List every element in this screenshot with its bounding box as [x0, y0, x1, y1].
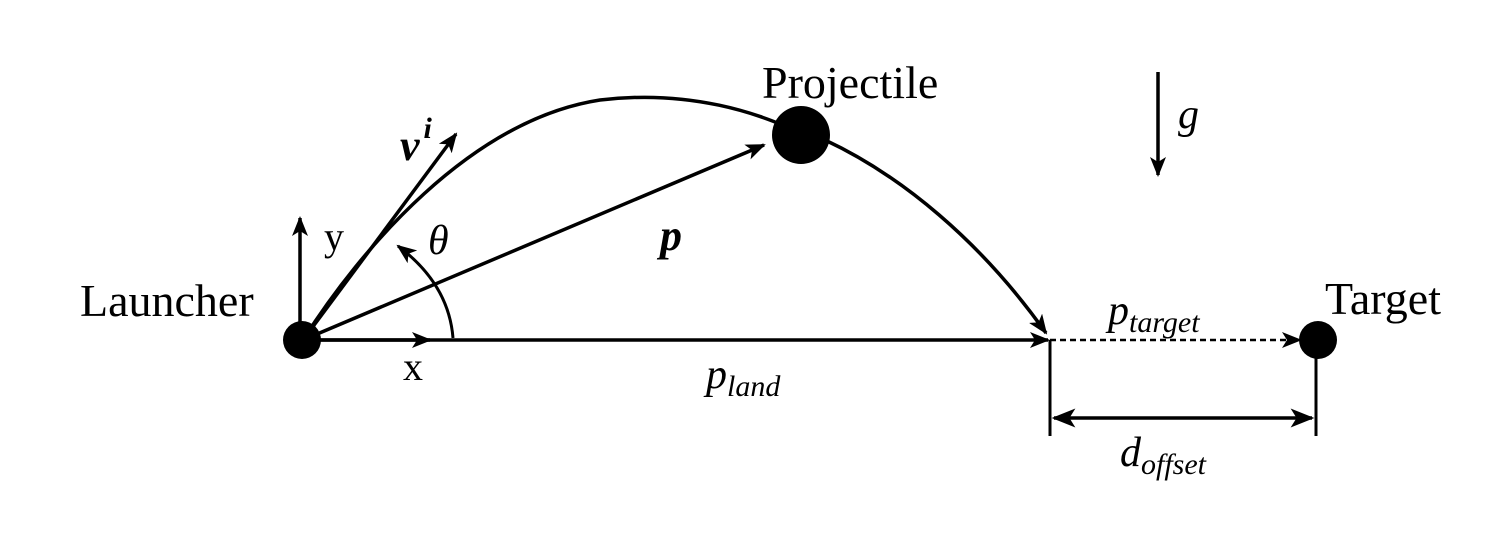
d-offset-label-base: d: [1120, 430, 1141, 476]
p-target-label: [1105, 288, 1200, 339]
trajectory-descent: [825, 140, 1046, 333]
velocity-label-base: v: [400, 121, 420, 170]
p-target-label-sub: target: [1129, 306, 1200, 339]
target-label: Target: [1325, 273, 1441, 324]
position-vector: [303, 145, 764, 340]
trajectory-arc: [303, 97, 790, 340]
p-land-label-base: p: [706, 352, 727, 398]
launcher-dot: [283, 321, 321, 359]
velocity-label-sup: i: [423, 112, 432, 145]
angle-label: θ: [428, 218, 449, 264]
d-offset-label-sub: offset: [1141, 448, 1206, 481]
launcher-label: Launcher: [80, 275, 254, 326]
target-dot: [1299, 321, 1337, 359]
y-axis-label: y: [324, 214, 344, 259]
position-vector-label: p: [660, 211, 682, 260]
projectile-dot: [772, 106, 830, 164]
velocity-label: [400, 112, 433, 170]
p-land-label: [703, 352, 781, 403]
projectile-label: Projectile: [762, 57, 939, 108]
p-land-label-sub: land: [727, 370, 781, 403]
x-axis-label: x: [403, 344, 423, 389]
gravity-label: g: [1178, 92, 1199, 138]
d-offset-label: [1120, 430, 1207, 481]
p-target-label-base: p: [1108, 288, 1129, 334]
